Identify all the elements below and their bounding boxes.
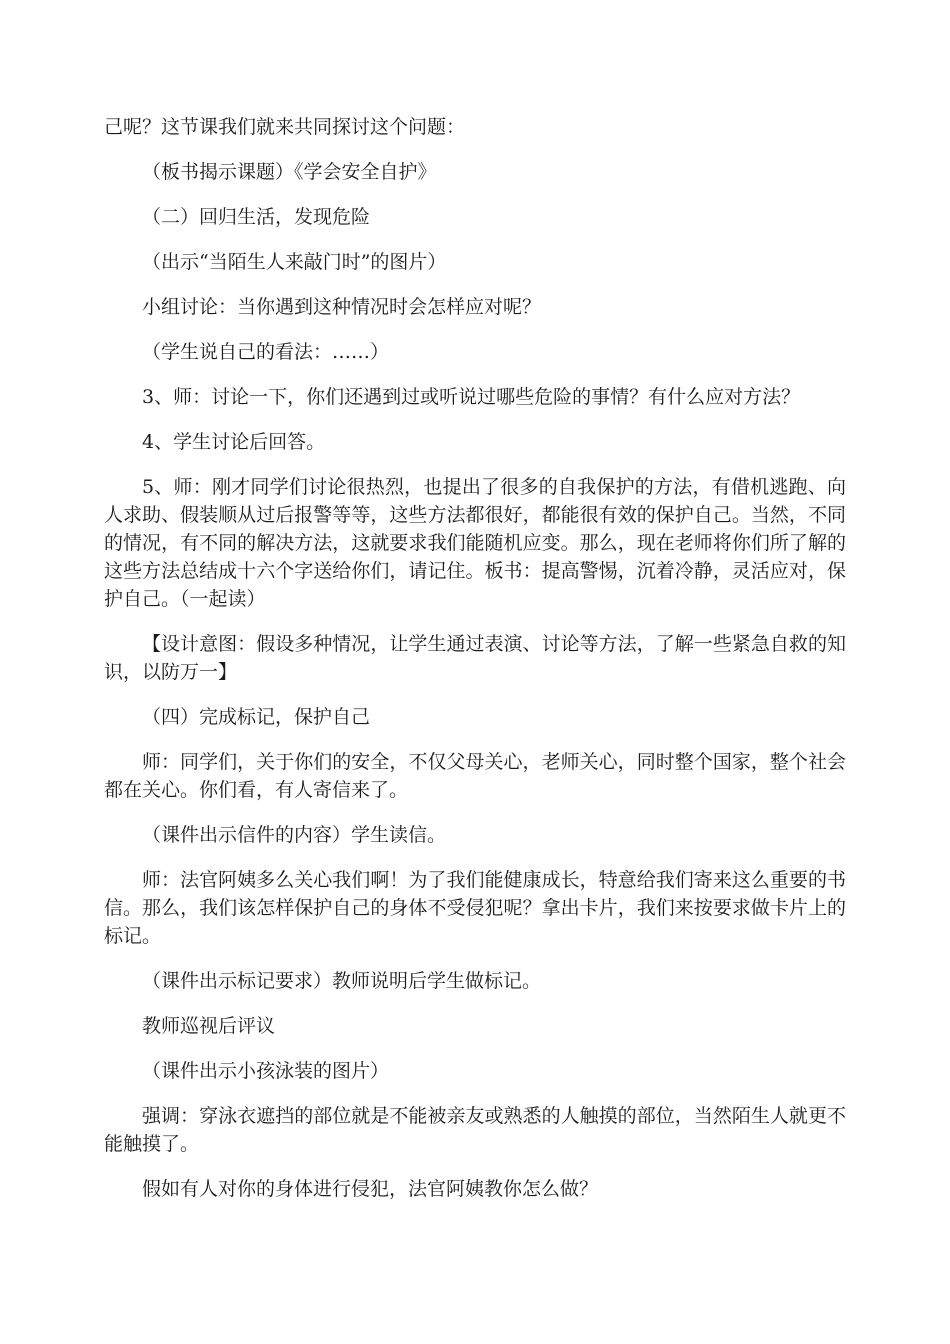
paragraph: 3、师：讨论一下，你们还遇到过或听说过哪些危险的事情？有什么应对方法？ xyxy=(142,386,801,408)
section-heading: （四）完成标记，保护自己 xyxy=(142,706,371,728)
paragraph: 5、师：刚才同学们讨论很热烈，也提出了很多的自我保护的方法，有借机逃跑、向人求助、假装顺从过后报警等等，这些方法都很好，都能很有效的保护自己。当然，不同的情况，有不同的解决方法，这就要求我们能随机应变。那么，现在老师将你们所了解的这些方法总结成十六个字送给你们，请记住。板书：提高警惕，沉着冷静，灵活应对，保护自己。（一起读） xyxy=(104,476,846,610)
paragraph: 4、学生讨论后回答。 xyxy=(142,431,326,453)
section-heading: （二）回归生活，发现危险 xyxy=(142,206,371,228)
paragraph: （课件出示小孩泳装的图片） xyxy=(142,1060,390,1082)
design-intent-note: 【设计意图：假设多种情况，让学生通过表演、讨论等方法，了解一些紧急自救的知识，以防万一】 xyxy=(104,633,846,683)
paragraph: 假如有人对你的身体进行侵犯，法官阿姨教你怎么做？ xyxy=(142,1178,599,1200)
paragraph: 师：同学们，关于你们的安全，不仅父母关心，老师关心，同时整个国家，整个社会都在关心。你们看，有人寄信来了。 xyxy=(104,751,846,801)
paragraph: （出示“当陌生人来敲门时”的图片） xyxy=(142,251,447,273)
paragraph: （课件出示信件的内容）学生读信。 xyxy=(142,824,447,846)
paragraph: （课件出示标记要求）教师说明后学生做标记。 xyxy=(142,970,542,992)
document-body xyxy=(104,113,846,1220)
paragraph: 强调：穿泳衣遮挡的部位就是不能被亲友或熟悉的人触摸的部位，当然陌生人就更不能触摸了。 xyxy=(104,1105,846,1155)
paragraph: 师：法官阿姨多么关心我们啊！为了我们能健康成长，特意给我们寄来这么重要的书信。那么，我们该怎样保护自己的身体不受侵犯呢？拿出卡片，我们来按要求做卡片上的标记。 xyxy=(104,869,846,947)
paragraph: 小组讨论：当你遇到这种情况时会怎样应对呢？ xyxy=(142,296,542,318)
paragraph: （学生说自己的看法：……） xyxy=(142,341,390,363)
paragraph: 教师巡视后评议 xyxy=(142,1015,276,1037)
paragraph: 己呢？这节课我们就来共同探讨这个问题： xyxy=(104,116,466,138)
paragraph: （板书揭示课题）《学会安全自护》 xyxy=(142,161,437,183)
